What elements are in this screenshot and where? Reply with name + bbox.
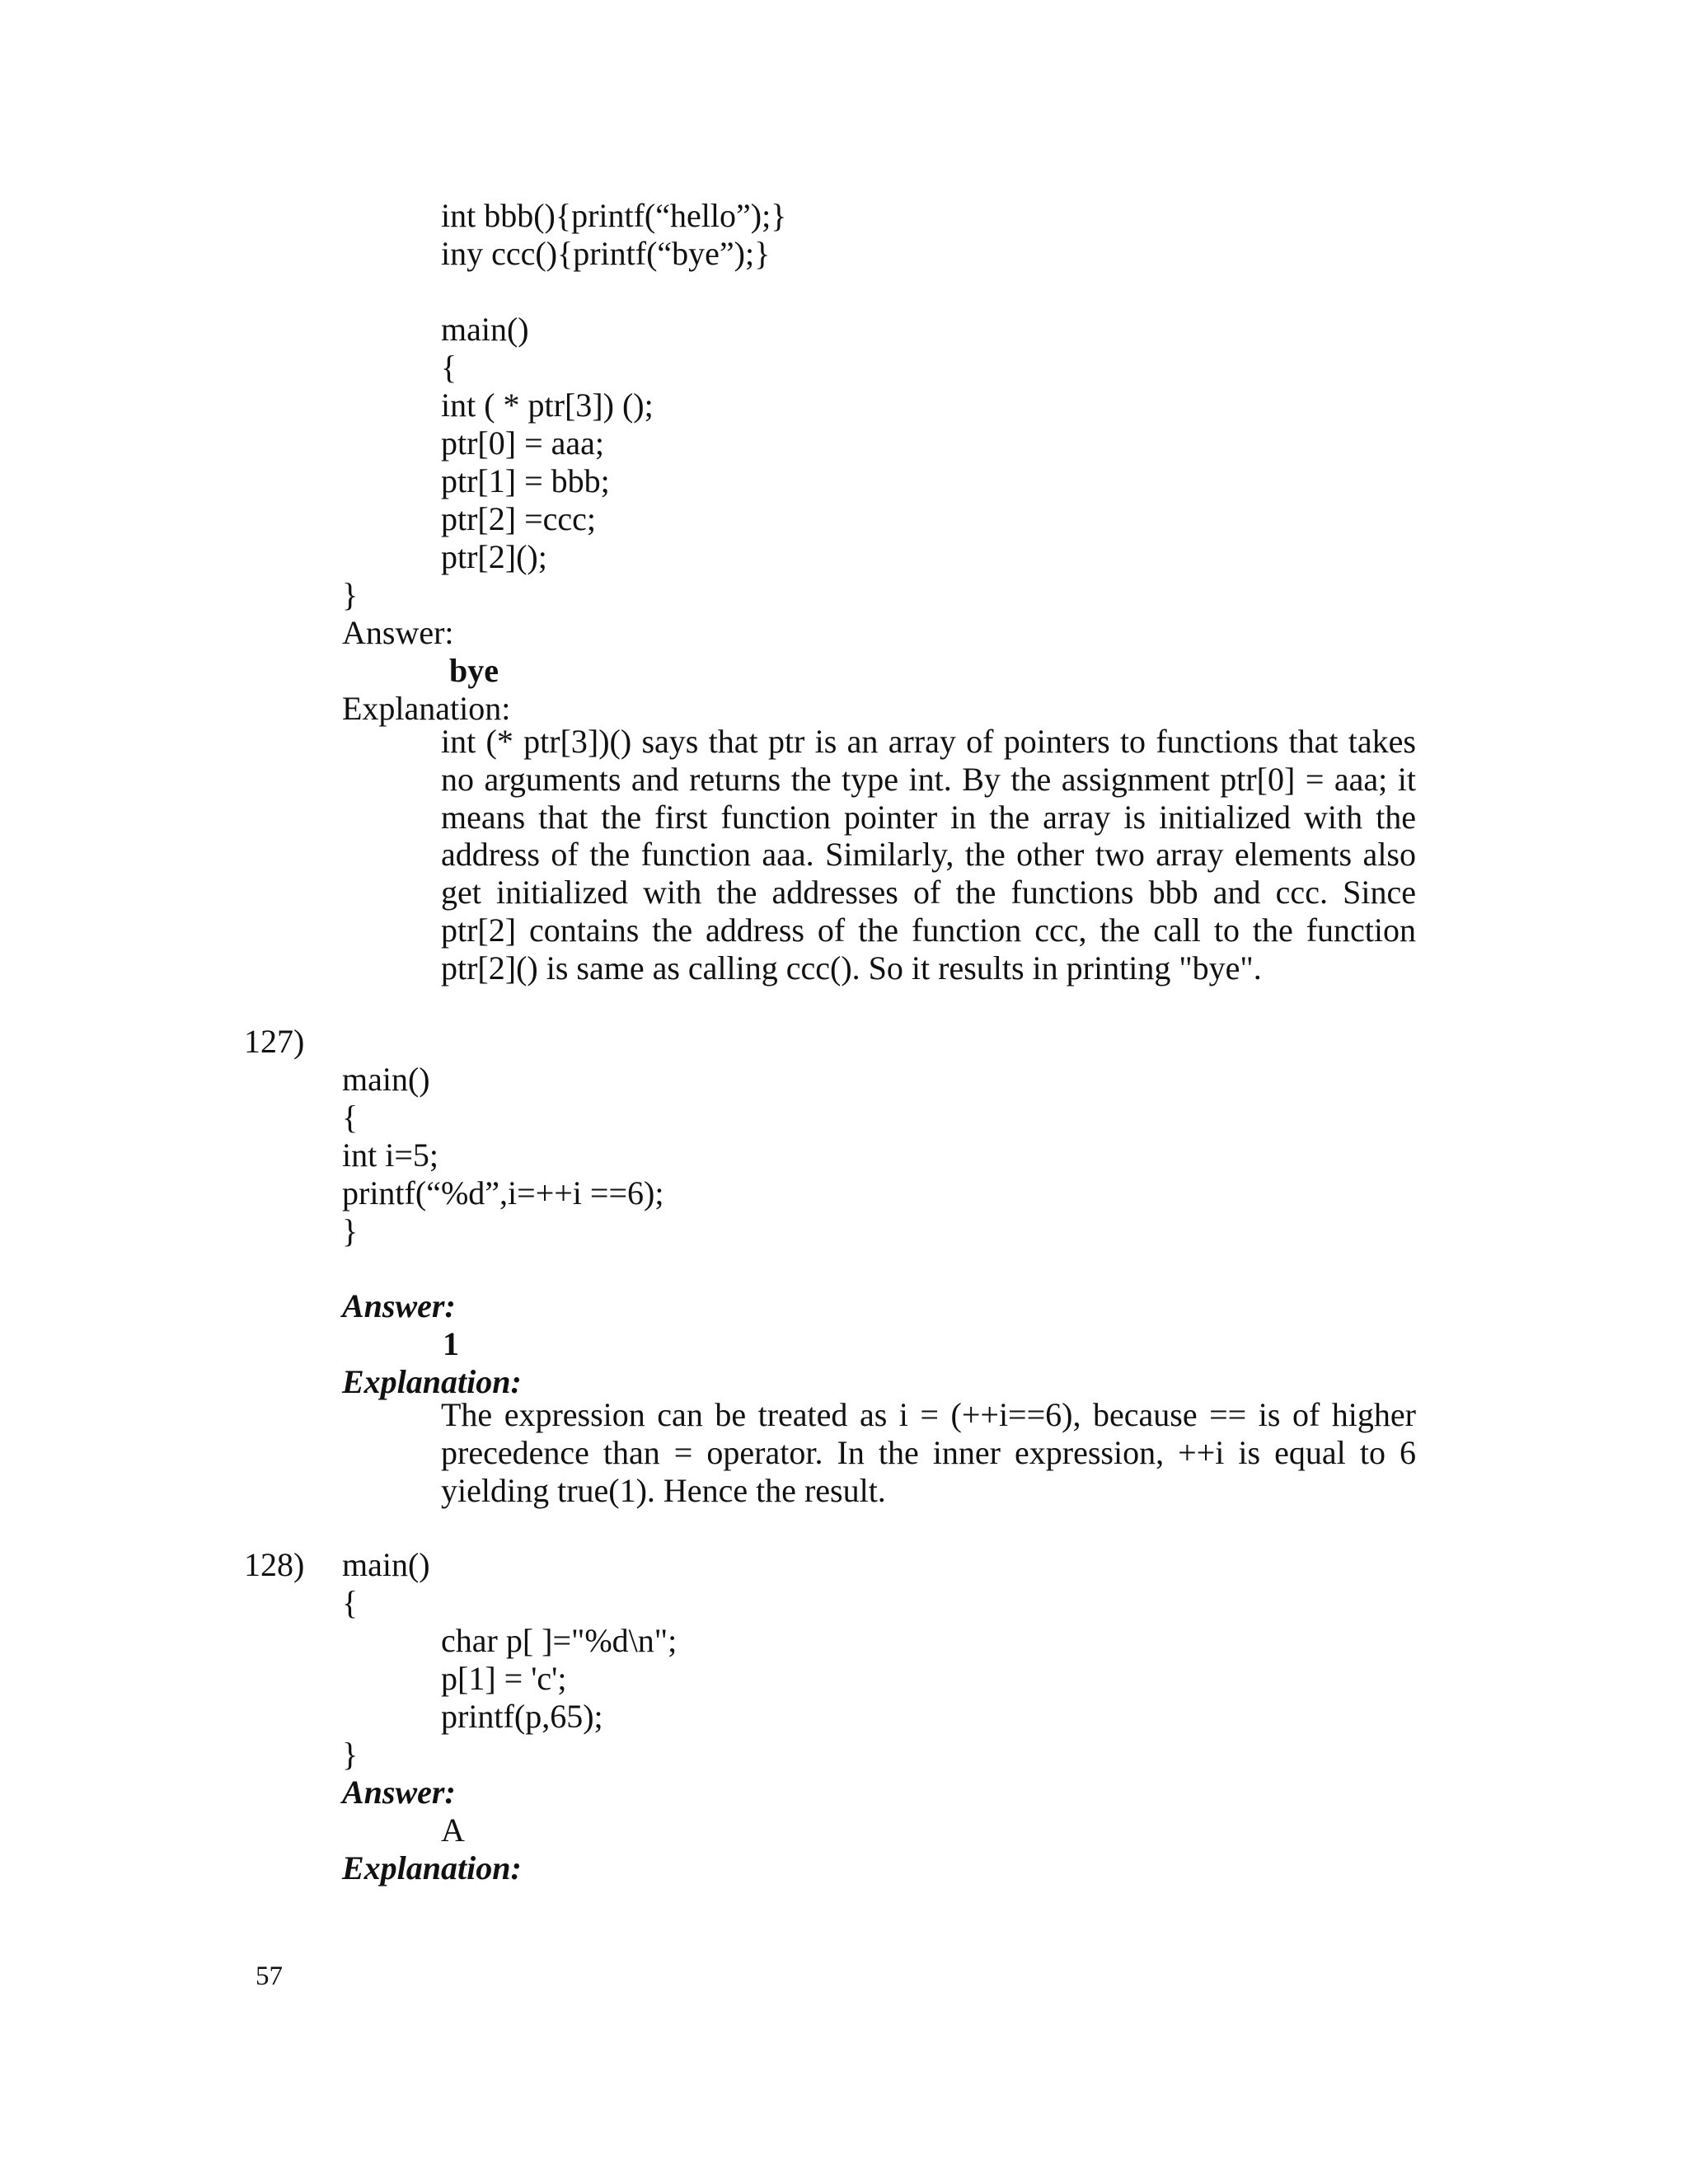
code-line: { [342, 1099, 359, 1136]
code-line: } [342, 1736, 359, 1773]
explanation-text: int (* ptr[3])() says that ptr is an array of pointers to functions that takes no arguments and returns the type int. By the assignment ptr[0] = aaa; it means that the first function pointer in the array is initialized with the address of the function aaa. Similarly, the other two array elements also get initialized with the addresses of the functions bbb and ccc. Since ptr[2] contains the address of the function ccc, the call to the function ptr[2]() is same as calling ccc(). So it results in printing "bye". [441, 723, 1416, 987]
answer-value: bye [449, 652, 499, 689]
code-line: int bbb(){printf(“hello”);} [441, 197, 787, 234]
explanation-text: The expression can be treated as i = (++i==6), because == is of higher precedence than = operator. In the inner expression, ++i is equal to 6 yielding true(1). Hence the result. [441, 1396, 1416, 1509]
code-line: { [441, 349, 457, 386]
code-line: p[1] = 'c'; [441, 1660, 567, 1697]
answer-value: 1 [443, 1325, 459, 1362]
code-line: printf(“%d”,i=++i ==6); [342, 1174, 664, 1212]
code-line: ptr[1] = bbb; [441, 462, 610, 499]
code-line: main() [342, 1546, 430, 1583]
explanation-label: Explanation: [342, 1849, 522, 1886]
answer-label: Answer: [342, 1774, 456, 1811]
question-number: 127) [244, 1023, 305, 1060]
answer-value: A [441, 1811, 465, 1849]
code-line: } [342, 576, 359, 613]
page-number: 57 [256, 1961, 283, 1991]
code-line: iny ccc(){printf(“bye”);} [441, 235, 771, 272]
question-number: 128) [244, 1546, 305, 1583]
explanation-label: Explanation: [342, 1363, 522, 1400]
code-line: int i=5; [342, 1137, 439, 1174]
code-line: { [342, 1584, 359, 1621]
code-line: char p[ ]="%d\n"; [441, 1622, 678, 1659]
code-line: ptr[2] =ccc; [441, 500, 597, 537]
answer-label: Answer: [342, 614, 454, 651]
code-line: ptr[2](); [441, 538, 547, 575]
code-line: ptr[0] = aaa; [441, 424, 605, 462]
code-line: } [342, 1212, 359, 1249]
explanation-label: Explanation: [342, 690, 511, 727]
code-line: printf(p,65); [441, 1698, 603, 1735]
answer-label: Answer: [342, 1287, 456, 1324]
code-line: main() [342, 1061, 430, 1098]
code-line: int ( * ptr[3]) (); [441, 387, 654, 424]
code-line: main() [441, 311, 529, 348]
